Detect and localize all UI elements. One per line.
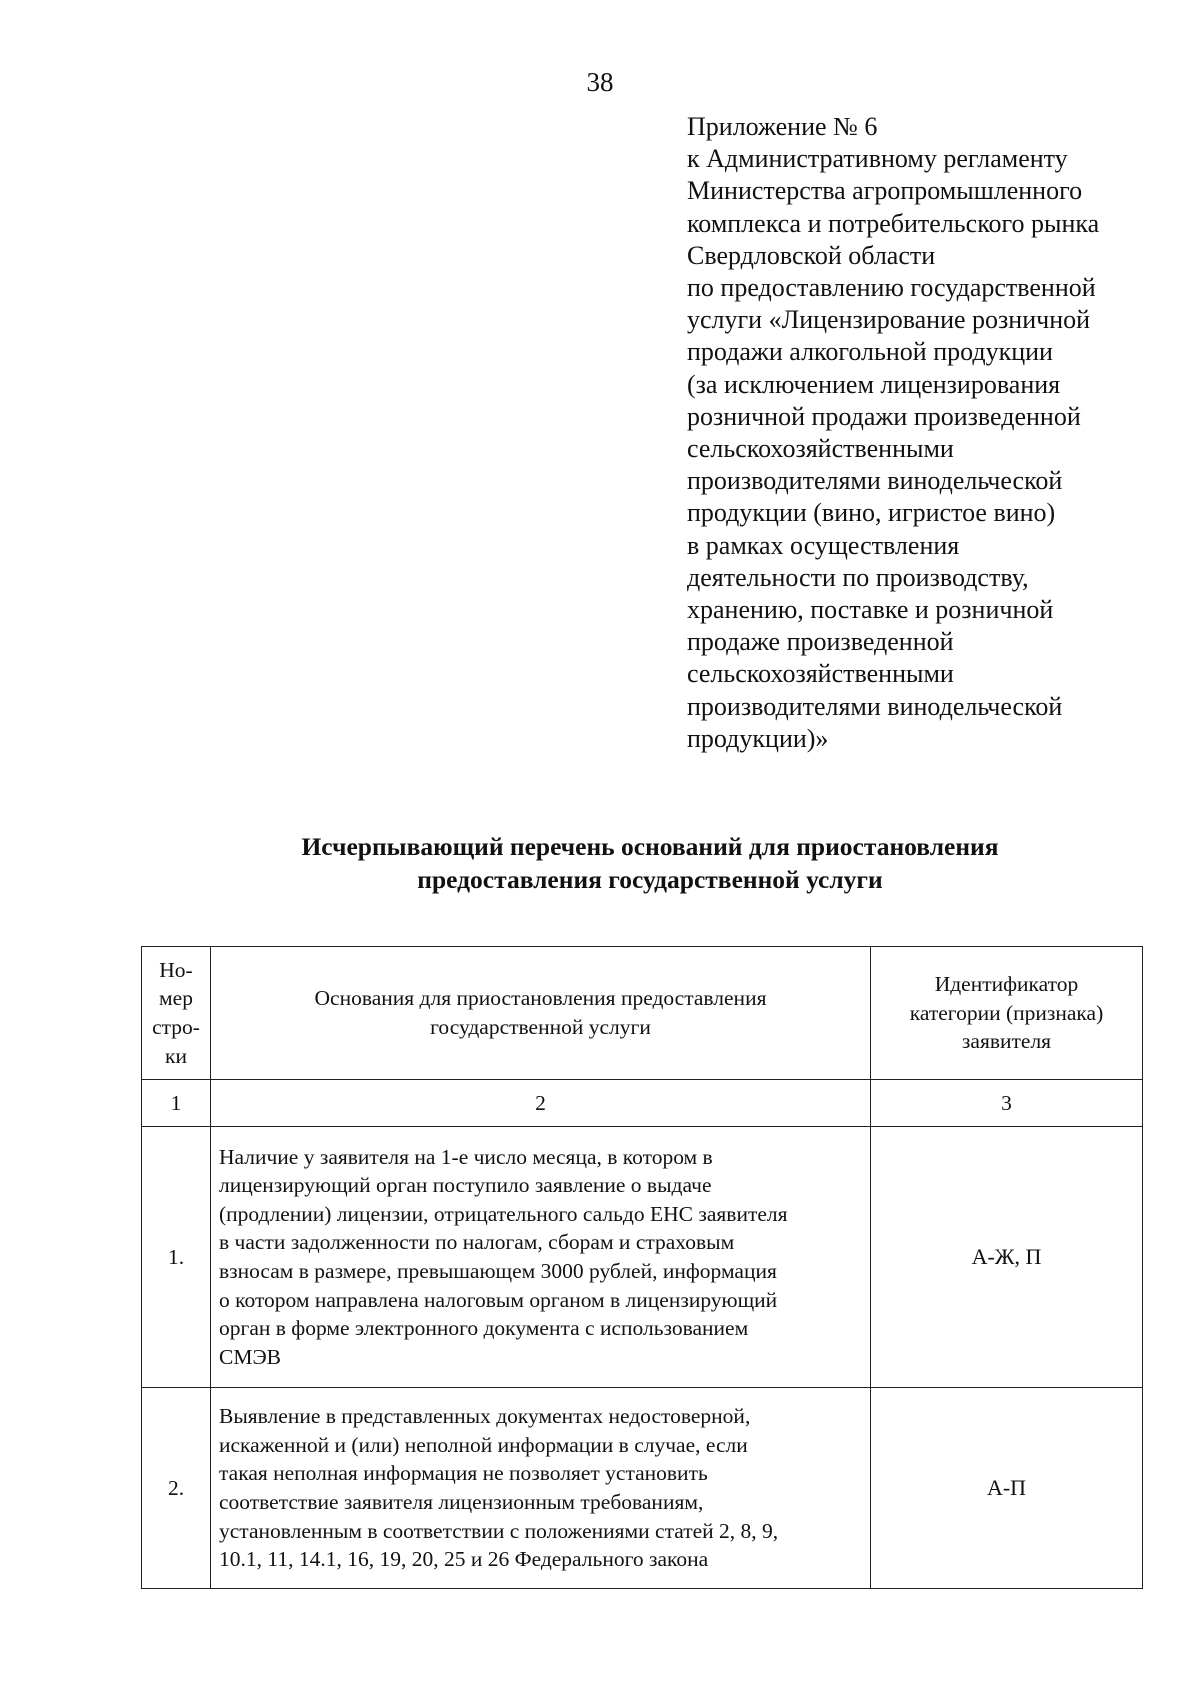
appendix-line: в рамках осуществления bbox=[687, 530, 960, 560]
header-text: ки bbox=[165, 1043, 187, 1068]
column-number: 3 bbox=[871, 1080, 1143, 1127]
ground-line: взносам в размере, превышающем 3000 рублей, информация bbox=[219, 1259, 777, 1283]
appendix-line: (за исключением лицензирования bbox=[687, 369, 1061, 399]
header-text: стро- bbox=[152, 1015, 200, 1039]
row-applicant-category: А-Ж, П bbox=[871, 1127, 1143, 1388]
appendix-line: услуги «Лицензирование розничной bbox=[687, 305, 1091, 335]
header-applicant-category bbox=[871, 947, 1143, 1080]
suspension-grounds-table bbox=[141, 946, 1143, 1589]
ground-line: 10.1, 11, 14.1, 16, 19, 20, 25 и 26 Федерального закона bbox=[219, 1547, 709, 1572]
ground-line: о котором направлена налоговым органом в лицензирующий bbox=[219, 1287, 778, 1312]
appendix-header bbox=[687, 111, 1157, 755]
header-text: заявителя bbox=[961, 1029, 1052, 1054]
appendix-line: хранению, поставке и розничной bbox=[687, 595, 1054, 625]
column-number: 1 bbox=[142, 1080, 211, 1127]
appendix-line: продукции (вино, игристое вино) bbox=[687, 498, 1056, 528]
header-text: Основания для приостановления предоставления bbox=[314, 986, 767, 1011]
appendix-line: по предоставлению государственной bbox=[687, 273, 1096, 303]
column-number: 2 bbox=[211, 1080, 871, 1127]
appendix-line: к Административному регламенту bbox=[687, 144, 1068, 174]
ground-line: (продлении) лицензии, отрицательного сальдо ЕНС заявителя bbox=[219, 1201, 788, 1226]
appendix-line: Приложение № 6 bbox=[687, 112, 878, 141]
header-text: категории (признака) bbox=[909, 1000, 1104, 1025]
appendix-line: производителями винодельческой bbox=[687, 466, 1063, 496]
header-text: Идентификатор bbox=[934, 972, 1079, 997]
row-applicant-category: А-П bbox=[871, 1388, 1143, 1589]
ground-line: Выявление в представленных документах недостоверной, bbox=[219, 1404, 751, 1429]
row-ground-text bbox=[211, 1127, 871, 1388]
appendix-line: продукции)» bbox=[687, 723, 829, 753]
ground-line: искаженной и (или) неполной информации в случае, если bbox=[219, 1432, 748, 1457]
row-number: 2. bbox=[142, 1388, 211, 1589]
row-ground-text bbox=[211, 1388, 871, 1589]
row-number: 1. bbox=[142, 1127, 211, 1388]
appendix-line: Министерства агропромышленного bbox=[687, 176, 1083, 206]
header-text: мер bbox=[159, 986, 193, 1011]
table-row bbox=[142, 1388, 1143, 1589]
ground-line: СМЭВ bbox=[219, 1344, 281, 1369]
header-grounds bbox=[211, 947, 871, 1080]
column-number-row bbox=[142, 1080, 1143, 1127]
ground-line: орган в форме электронного документа с использованием bbox=[219, 1316, 749, 1341]
appendix-line: деятельности по производству, bbox=[687, 562, 1029, 592]
section-title-line: Исчерпывающий перечень оснований для приостановления bbox=[301, 832, 999, 861]
page-number: 38 bbox=[586, 67, 614, 97]
table-header-row bbox=[142, 947, 1143, 1080]
ground-line: соответствие заявителя лицензионным требованиям, bbox=[219, 1490, 704, 1514]
ground-line: установленным в соответствии с положениями статей 2, 8, 9, bbox=[219, 1518, 779, 1543]
table-row bbox=[142, 1127, 1143, 1388]
appendix-line: производителями винодельческой bbox=[687, 691, 1063, 721]
ground-line: такая неполная информация не позволяет установить bbox=[219, 1461, 708, 1486]
appendix-line: розничной продажи произведенной bbox=[687, 401, 1081, 431]
ground-line: лицензирующий орган поступило заявление о выдаче bbox=[219, 1173, 712, 1198]
appendix-line: Свердловской области bbox=[687, 240, 936, 270]
section-title bbox=[150, 830, 1150, 896]
section-title-line: предоставления государственной услуги bbox=[417, 865, 883, 894]
appendix-line: комплекса и потребительского рынка bbox=[687, 208, 1100, 238]
appendix-line: продаже произведенной bbox=[687, 627, 954, 657]
ground-line: Наличие у заявителя на 1-е число месяца, в котором в bbox=[219, 1144, 713, 1169]
appendix-line: сельскохозяйственными bbox=[687, 434, 954, 464]
header-row-number bbox=[142, 947, 211, 1080]
header-text: государственной услуги bbox=[430, 1015, 651, 1039]
appendix-line: сельскохозяйственными bbox=[687, 659, 954, 689]
header-text: Но- bbox=[159, 957, 193, 982]
appendix-line: продажи алкогольной продукции bbox=[687, 337, 1053, 367]
ground-line: в части задолженности по налогам, сборам и страховым bbox=[219, 1230, 735, 1255]
